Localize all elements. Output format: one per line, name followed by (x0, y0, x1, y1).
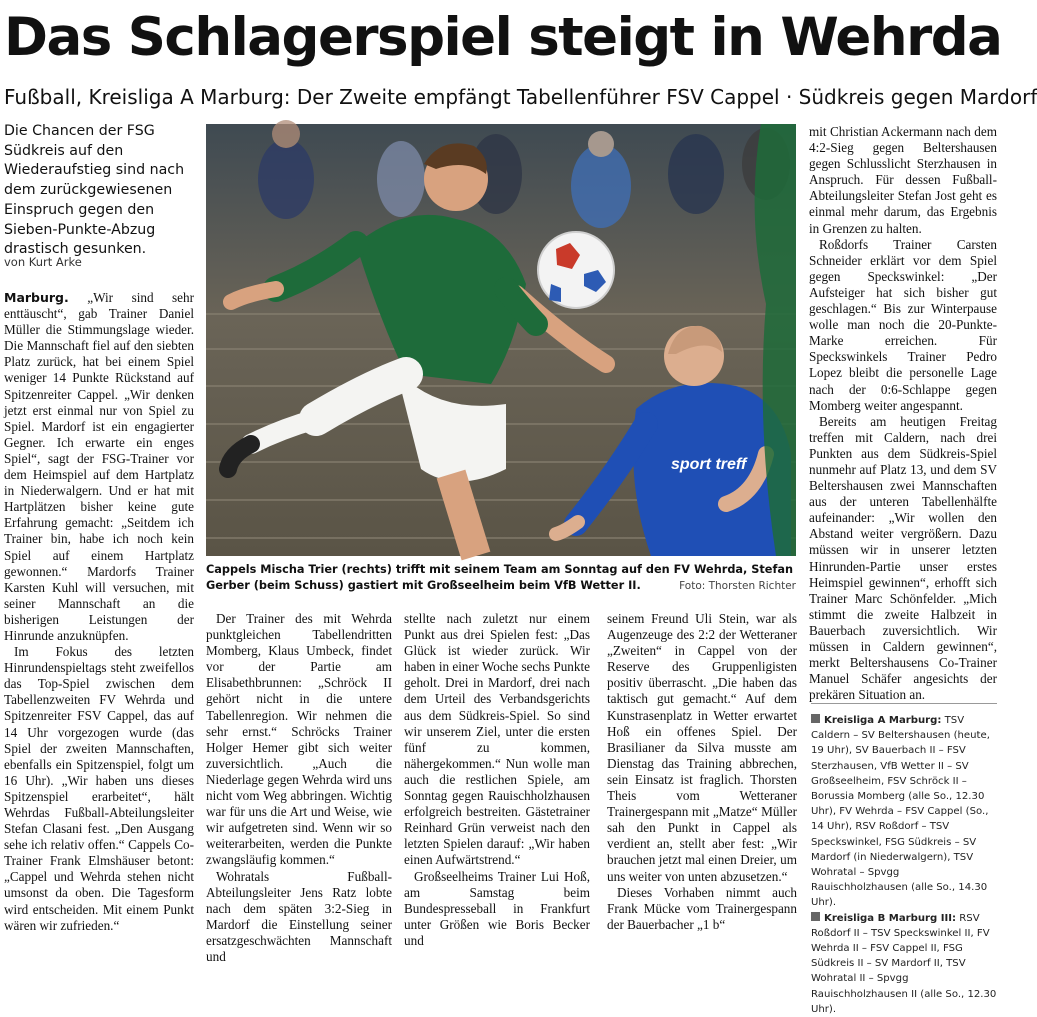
article-column-1 (4, 290, 194, 934)
paragraph: Der Trainer des mit Wehrda punktgleichen Tabellendritten Momberg, Klaus Umbeck, findet vor der Partie am Elisabethbrunnen: „Schröck II gehört nicht in die untere Tabellenregion. Wir nehmen die sehr ernst.“ Schröcks Trainer Holger Hemer gibt sich weiter zuversichtlich. „Auch die Niederlage gegen Wehrda wird uns nicht vom Weg abbringen. Wichtig war für uns die Art und Weise, wie wir aufgetreten sind. Wenn wir so weiterarbeiten, werden die Punkte zwangsläufig kommen.“ (206, 611, 392, 868)
dateline: Marburg. (4, 290, 69, 305)
article-column-4 (607, 611, 797, 933)
paragraph: Bereits am heutigen Freitag treffen mit Caldern, nach drei Punkten aus dem Südkreis-Spiel nunmehr auf Platz 13, und dem SV Beltershausen zwei Mannschaften aus der unteren Tabellenhälfte aufeinander: „Wir wollen den Abstand weiter vergrößern. Dazu müssen wir in unserer letzten Hinrunden-Partie unser erstes Heimspiel gewinnen“, erhofft sich Trainer Marc Schönfelder. „Mich stimmt die zweite Halbzeit in Bauerbach zuversichtlich. Wir müssen in Caldern gewinnen“, merkt Beltershausens Co-Trainer Manuel Schäfer angesichts der prekären Situation an. (809, 413, 997, 703)
paragraph: Wohratals Fußball-Abteilungsleiter Jens Ratz lobte nach dem späten 3:2-Sieg in Mardorf die Einstellung seiner ersatzgeschwächten Mannschaft und (206, 868, 392, 964)
author-byline: von Kurt Arke (4, 255, 82, 269)
article-column-3 (404, 611, 590, 949)
fixture-list: RSV Roßdorf II – TSV Speckswinkel II, FV Wehrda II – FSV Cappel II, FSG Südkreis II – SV Mardorf II, TSV Wohratal II – Spvgg Rauischholzhausen II (alle So., 12.30 Uhr). (811, 912, 997, 1015)
fixture-entry (811, 713, 997, 911)
football (538, 232, 614, 308)
paragraph: Im Fokus des letzten Hinrundenspieltags steht zweifellos das Top-Spiel zwischen dem Tabellenzweiten FV Wehrda und Spitzenreiter FSV Cappel, das auf 14 Uhr vorgezogen wurde (das Spiel der zweiten Mannschaften, ebenfalls ein Spitzenspiel, folgt um 16 Uhr). „Wir haben uns dieses Spitzenspiel erarbeitet“, hält Wehrdas Fußball-Abteilungsleiter Stefan Clasani fest. „Den Ausgang sehe ich relativ offen.“ Cappels Co-Trainer Frank Elmshäuser betont: „Cappel und Wehrda stehen nicht umsonst da oben. Die Tagesform wird entscheiden. Mit einem Punkt wären wir zufrieden.“ (4, 644, 194, 933)
bullet-square-icon (811, 714, 820, 723)
teaser-text: Die Chancen der FSG Südkreis auf den Wiederaufstieg sind nach dem zurückgewiesenen Einspruch gegen den Sieben-Punkte-Abzug drastisch gesunken. (4, 123, 185, 258)
paragraph: Marburg. „Wir sind sehr enttäuscht“, gab Trainer Daniel Müller die Stimmungslage wieder. Die Mannschaft fiel auf den siebten Platz zurück, hat bei einem Spiel weniger 14 Punkte Rückstand auf Spitzenreiter Cappel. „Wir denken jetzt erst einmal nur von Spiel zu Spiel. Mardorf ist ein engagierter Gegner. Ich erwarte ein enges Spiel“, sagt der FSG-Trainer vor dem Heimspiel auf dem Hartplatz in Niederwalgern. Und er hat mit Hartplätzen bisher keine gute Erfahrung gemacht: „Seitdem ich Trainer bin, habe ich noch kein Spiel auf einem Hartplatz gewonnen.“ Mardorfs Trainer Karsten Kuhl will versuchen, mit seiner Mannschaft an die bisherigen Leistungen der Hinrunde anzuknüpfen. (4, 290, 195, 643)
paragraph: Dieses Vorhaben nimmt auch Frank Mücke vom Trainergespann der Bauerbacher „1 b“ (607, 884, 797, 932)
article-column-2 (206, 611, 392, 965)
photo-credit: Foto: Thorsten Richter (679, 580, 796, 592)
fixtures-box (811, 713, 997, 1017)
fixture-entry (811, 911, 997, 1017)
league-name: Kreisliga B Marburg III: (824, 912, 957, 924)
article-column-5 (809, 124, 997, 703)
paragraph: Großseelheims Trainer Lui Hoß, am Samstag beim Bundespresseball in Frankfurt unter Größen wie Boris Becker und (404, 868, 590, 948)
divider (811, 703, 997, 704)
shirt-sponsor: sport treff (671, 456, 747, 473)
paragraph: stellte nach zuletzt nur einem Punkt aus drei Spielen fest: „Das Glück ist wieder zurück. Wir haben in einer Woche sechs Punkte geholt. Drei in Mardorf, drei nach dem Urteil des Verbandsgerichts aus dem Südkreis-Spiel. So sind wir unserem Ziel, unter die ersten fünf zu kommen, nähergekommen.“ Nun wolle man auch die restlichen Spiele, am Sonntag gegen Rauischholzhausen erfolgreich bestreiten. Gästetrainer Reinhard Grün verweist nach den letzten Spielen darauf: „Wir haben einen Aufwärtstrend.“ (404, 611, 590, 868)
paragraph: Roßdorfs Trainer Carsten Schneider erklärt vor dem Spiel gegen Speckswinkel: „Der Aufsteiger hat sich bisher gut geschlagen.“ Bis zur Winterpause wolle man noch die 20-Punkte-Marke erreichen. Für Speckswinkels Trainer Pedro Lopez bleibt die personelle Lage nach der 0:6-Schlappe gegen Momberg weiter angespannt. (809, 236, 997, 413)
fixture-list: TSV Caldern – SV Beltershausen (heute, 19 Uhr), SV Bauerbach II – FSV Sterzhausen, VfB Wetter II – SV Großseelheim, FSV Schröck II – Borussia Momberg (alle So., 12.30 Uhr), FV Wehrda – FSV Cappel (So., 14 Uhr), RSV Roßdorf – TSV Speckswinkel, FSG Südkreis – SV Mardorf (in Niederwalgern), TSV Wohratal – Spvgg Rauischholzhausen (alle So., 14.30 Uhr). (811, 715, 990, 909)
match-photo (206, 124, 796, 556)
headline: Das Schlagerspiel steigt in Wehrda (4, 7, 1002, 68)
league-name: Kreisliga A Marburg: (824, 715, 942, 726)
subheadline: Fußball, Kreisliga A Marburg: Der Zweite empfängt Tabellenführer FSV Cappel · Südkreis gegen Mardorf (4, 85, 1037, 109)
paragraph: seinem Freund Uli Stein, war als Augenzeuge des 2:2 der Wetteraner „Zweiten“ in Cappel von der Reserve des Gruppenligisten positiv überrascht. „Die haben das taktisch gut gemacht.“ Auf dem Kunstrasenplatz in Wetter erwartet Hoß ein offenes Spiel. Der Brasilianer da Silva musste am Dienstag das Training abbrechen, sein Einsatz ist fraglich. Thorsten Theis vom Wetteraner Trainergespann mit „Matze“ Müller sah den Punkt in Cappel als verdient an, stellt aber fest: „Wir brauchen jetzt mal einen Dreier, um uns weiter von unten abzusetzen.“ (607, 611, 797, 884)
bullet-square-icon (811, 912, 820, 921)
paragraph: mit Christian Ackermann nach dem 4:2-Sieg gegen Beltershausen gegen Schlusslicht Sterzhausen in Anspruch. Für dessen Fußball-Abteilungsleiter Stefan Jost geht es einmal mehr darum, das Ergebnis in Grenzen zu halten. (809, 124, 997, 236)
photo-caption: Cappels Mischa Trier (rechts) trifft mit seinem Team am Sonntag auf den FV Wehrda, Stefan Gerber (beim Schuss) gastiert mit Großseelheim beim VfB Wetter II. (206, 563, 794, 592)
